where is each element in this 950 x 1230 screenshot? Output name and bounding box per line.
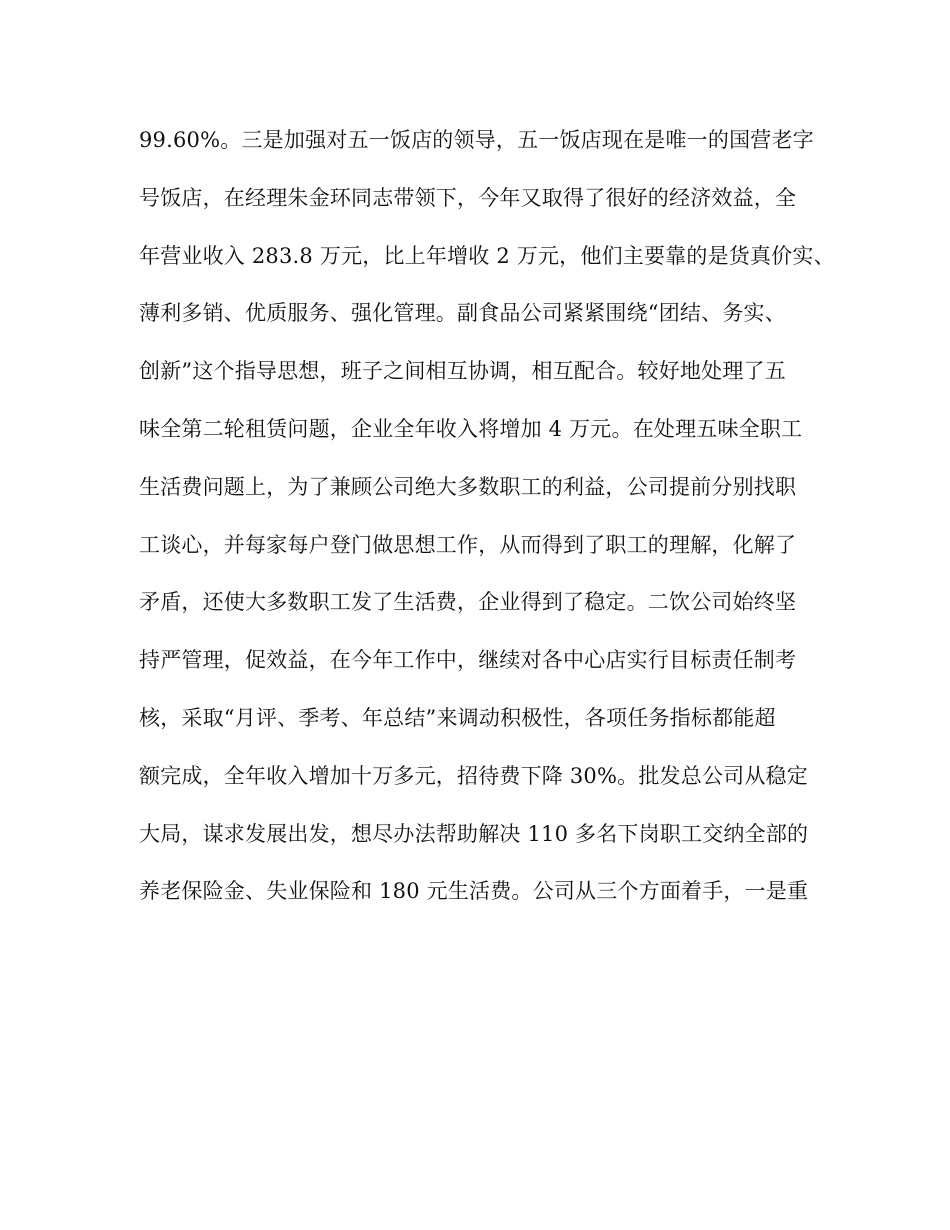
text-line-3: 年营业收入 283.8 万元，比上年增收 2 万元，他们主要靠的是货真价实、: [139, 243, 835, 268]
text-line-10: 持严管理，促效益，在今年工作中，继续对各中心店实行目标责任制考: [139, 648, 797, 673]
body-text: [139, 120, 835, 929]
text-line-9: 矛盾，还使大多数职工发了生活费，企业得到了稳定。二饮公司始终坚: [139, 590, 797, 615]
text-line-14: 养老保险金、失业保险和 180 元生活费。公司从三个方面着手，一是重: [139, 879, 809, 904]
text-line-7: 生活费问题上，为了兼顾公司绝大多数职工的利益，公司提前分别找职: [139, 474, 797, 499]
text-line-6: 味全第二轮租赁问题，企业全年收入将增加 4 万元。在处理五味全职工: [139, 416, 803, 441]
text-line-2: 号饭店，在经理朱金环同志带领下，今年又取得了很好的经济效益，全: [139, 185, 797, 210]
text-line-12: 额完成，全年收入增加十万多元，招待费下降 30%。批发总公司从稳定: [139, 763, 808, 788]
text-line-8: 工谈心，并每家每户登门做思想工作，从而得到了职工的理解，化解了: [139, 532, 797, 557]
text-line-5: 创新”这个指导思想，班子之间相互协调，相互配合。较好地处理了五: [139, 359, 786, 384]
text-line-11: 核，采取“月评、季考、年总结”来调动积极性，各项任务指标都能超: [139, 705, 776, 730]
text-line-4: 薄利多销、优质服务、强化管理。副食品公司紧紧围绕“团结、务实、: [139, 301, 786, 326]
text-line-1: 99.60%。三是加强对五一饭店的领导，五一饭店现在是唯一的国营老字: [139, 128, 814, 152]
text-line-13: 大局，谋求发展出发，想尽办法帮助解决 110 多名下岗职工交纳全部的: [139, 821, 809, 846]
